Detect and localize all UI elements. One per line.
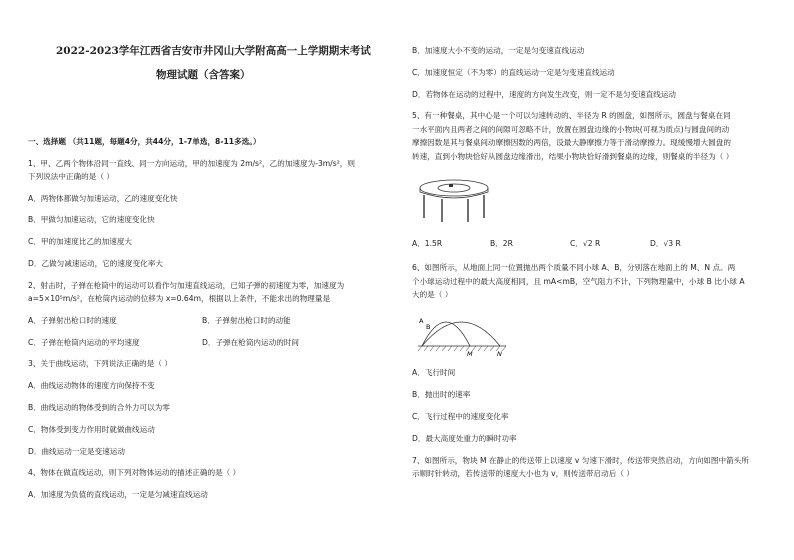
label-b: B: [426, 323, 431, 331]
q5-option-d: D．√3 R: [650, 239, 681, 248]
q2-option-c: C．子弹在枪筒内运动的平均速度: [28, 338, 140, 347]
q1-option-c: C．甲的加速度比乙的加速度大: [28, 237, 133, 246]
q6-option-b: B．抛出时的速率: [412, 390, 471, 399]
q5-line1: 5、有一种餐桌，其中心是一个可以匀速转动的、半径为 R 的圆盘，如图所示，圆盘与餐桌在同: [412, 111, 731, 120]
rotating-table-figure: [416, 170, 492, 228]
q2-stem-line1: 2、射击时，子弹在枪筒中的运动可以看作匀加速直线运动，已知子弹的初速度为零，加速度为: [28, 281, 345, 290]
q3-stem: 3、关于曲线运动，下列说法正确的是（ ）: [28, 359, 172, 368]
q7-line2: 示顺时针转动，若传送带的速度大小也为 v，则传送带启动后（ ）: [412, 469, 634, 478]
label-n: N: [497, 350, 502, 358]
projectile-figure: [416, 306, 508, 358]
q6-line3: 大的是（ ）: [412, 290, 453, 299]
q3-option-a: A．曲线运动物体的速度方向保持不变: [28, 381, 155, 390]
q4-option-d: D．若物体在运动的过程中，速度的方向发生改变，则一定不是匀变速直线运动: [412, 90, 677, 99]
q6-line2: 个小球运动过程中的最大高度相同，且 mA<mB，空气阻力不计，下列物理量中，小球 B 比小球 A: [412, 277, 745, 286]
q2-option-a: A．子弹射出枪口时的速度: [28, 316, 117, 325]
q7-line1: 7、如图所示，物块 M 在静止的传送带上以速度 v 匀速下滑时，传送带突然启动，方向如图中箭头所: [412, 456, 749, 465]
q1-stem-line2: 下列说法中正确的是（ ）: [28, 172, 114, 181]
q3-option-b: B．曲线运动的物体受到的合外力可以为零: [28, 403, 170, 412]
q5-option-a: A．1.5R: [412, 239, 443, 248]
q1-option-d: D．乙做匀减速运动，它的速度变化率大: [28, 259, 163, 268]
q2-option-d: D．子弹在枪筒内运动的时间: [202, 338, 299, 347]
q4-stem: 4、物体在做直线运动，则下列对物体运动的描述正确的是（ ）: [28, 468, 241, 477]
q5-line3: 摩擦因数是其与餐桌间动摩擦因数的两倍，设最大静摩擦力等于滑动摩擦力。现缓慢增大圆盘的: [412, 138, 731, 147]
label-m: M: [467, 350, 473, 358]
q1-stem-line1: 1、甲、乙两个物体沿同一直线、同一方向运动，甲的加速度为 2m/s²，乙的加速度为-3m/s²，则: [28, 159, 355, 168]
section-heading: 一、选择题 （共11题，每题4分，共44分，1-7单选，8-11多选。）: [28, 137, 261, 146]
exam-title-line1: 2022-2023学年江西省吉安市井冈山大学附高高一上学期期末考试: [56, 45, 371, 57]
q6-line1: 6、如图所示，从地面上同一位置抛出两个质量不同小球 A、B，分别落在地面上的 M、N 点。两: [412, 263, 736, 272]
q3-option-c: C．物体受到变力作用时就做曲线运动: [28, 425, 155, 434]
q4-option-b: B．加速度大小不变的运动，一定是匀变速直线运动: [412, 46, 585, 55]
q1-option-a: A．两物体都做匀加速运动，乙的速度变化快: [28, 194, 178, 203]
q6-option-c: C．飞行过程中的速度变化率: [412, 412, 509, 421]
q2-option-b: B．子弹射出枪口时的动能: [202, 316, 291, 325]
q5-option-c: C．√2 R: [570, 239, 601, 248]
q1-option-b: B．甲做匀加速运动，它的速度变化快: [28, 215, 155, 224]
q6-option-a: A．飞行时间: [412, 368, 456, 377]
q2-stem-line2: a=5×10⁵m/s²，在枪筒内运动的位移为 x=0.64m，根据以上条件，不能求出的物理量是: [28, 294, 331, 303]
q4-option-c: C．加速度恒定（不为零）的直线运动一定是匀变速直线运动: [412, 68, 615, 77]
q5-option-b: B．2R: [490, 239, 513, 248]
q6-option-d: D．最大高度处重力的瞬时功率: [412, 434, 517, 443]
q3-option-d: D．曲线运动一定是变速运动: [28, 447, 125, 456]
q5-line2: 一水平面内且两者之间的间隙可忽略不计，放置在圆盘边缘的小物块(可视为质点)与圆盘间的动: [412, 125, 730, 134]
q5-line4: 转速，直到小物块恰好从圆盘边缘滑出，结果小物块恰好滑到餐桌的边缘，则餐桌的半径为（ ）: [412, 152, 734, 161]
q4-option-a: A．加速度为负值的直线运动，一定是匀减速直线运动: [28, 490, 208, 499]
label-a: A: [419, 317, 424, 325]
exam-title-line2: 物理试题（含答案）: [156, 69, 251, 81]
